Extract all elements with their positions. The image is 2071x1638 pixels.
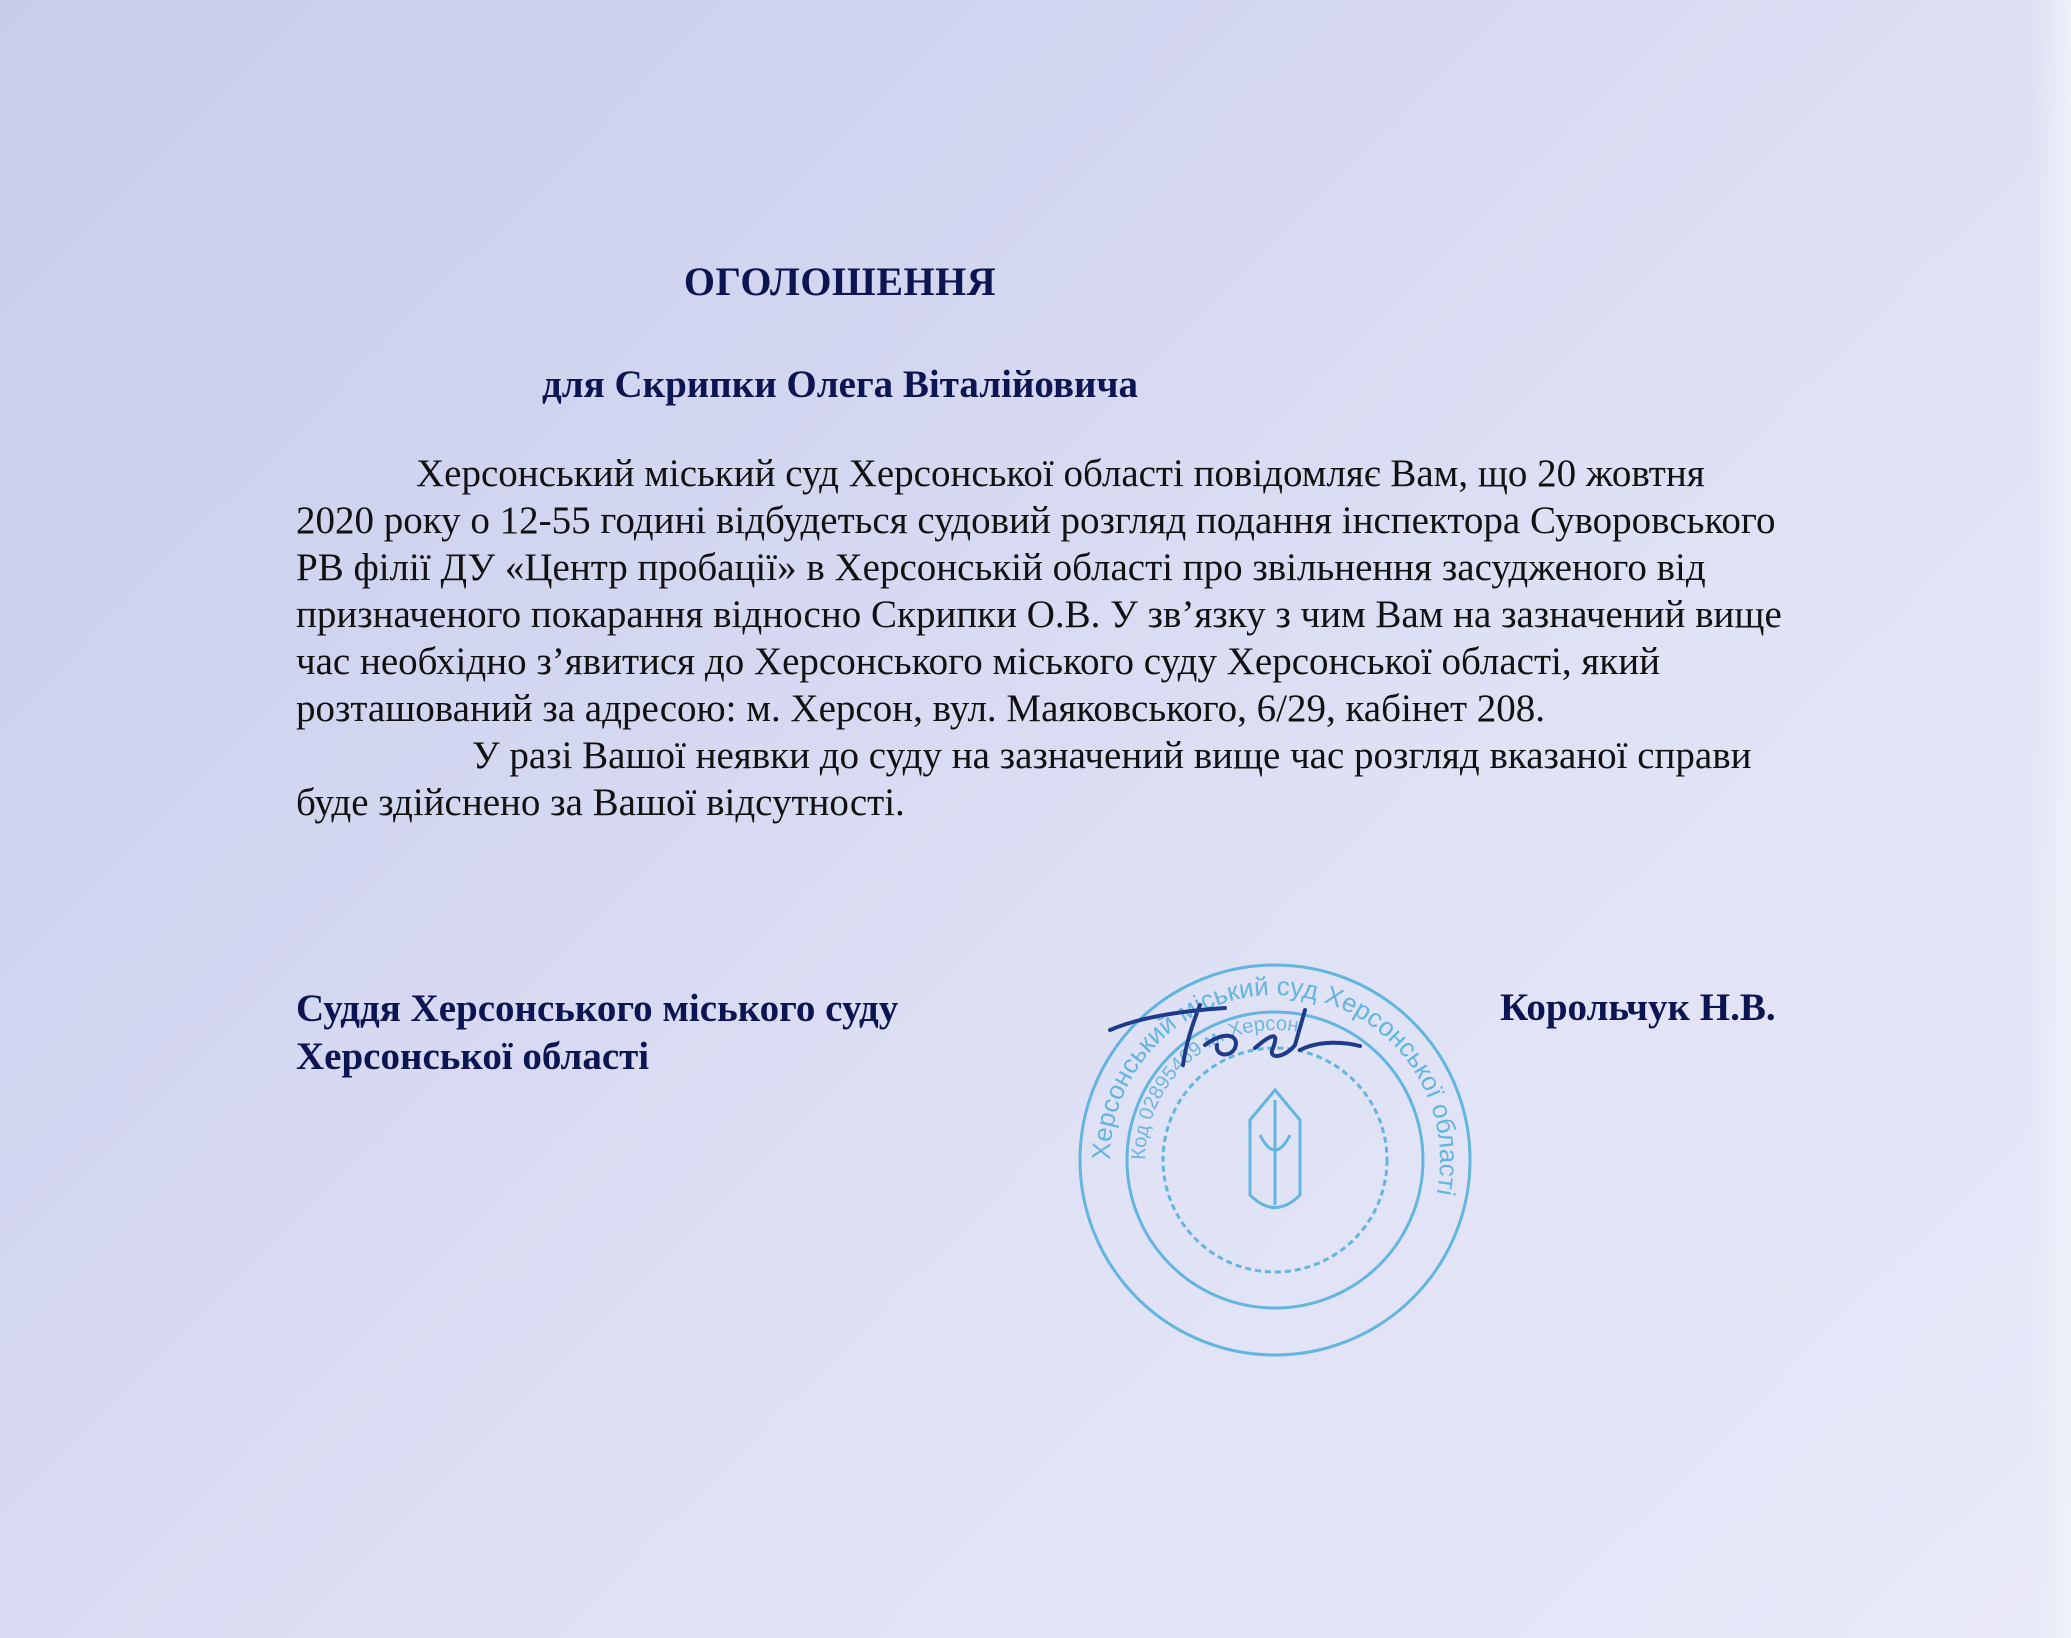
stamp-inner-text: Код 02895469 м. Херсон	[1127, 1012, 1301, 1161]
notice-body	[296, 450, 1916, 826]
trident-emblem-icon	[1260, 1100, 1290, 1205]
body-line: У разі Вашої неявки до суду на зазначений вище час розгляд вказаної справи	[472, 734, 1752, 777]
body-line: РВ філії ДУ «Центр пробації» в Херсонській області про звільнення засудженого від	[296, 546, 1706, 589]
body-line: 2020 року о 12-55 годині відбудеться судовий розгляд подання інспектора Суворовського	[296, 499, 1776, 542]
signer-position-line: Суддя Херсонського міського суду	[296, 987, 899, 1030]
stamp-outer-text: Херсонський міський суд Херсонської області	[1085, 970, 1465, 1199]
body-line: буде здійснено за Вашої відсутності.	[296, 781, 905, 824]
signer-position-line: Херсонської області	[296, 1035, 650, 1078]
judge-name: Корольчук Н.В.	[1500, 986, 1776, 1029]
body-line: призначеного покарання відносно Скрипки О.В. У зв’язку з чим Вам на зазначений вище	[296, 593, 1782, 636]
page-edge-shade	[2031, 0, 2071, 1638]
body-line: Херсонський міський суд Херсонської області повідомляє Вам, що 20 жовтня	[416, 452, 1705, 495]
body-line: час необхідно з’явитися до Херсонського міського суду Херсонської області, який	[296, 640, 1660, 683]
handwritten-signature	[1105, 990, 1365, 1070]
body-line: розташований за адресою: м. Херсон, вул. Маяковського, 6/29, кабінет 208.	[296, 687, 1546, 730]
notice-title: ОГОЛОШЕННЯ	[683, 259, 997, 304]
notice-addressee: для Скрипки Олега Віталійовича	[542, 363, 1138, 406]
signer-position	[296, 985, 898, 1081]
